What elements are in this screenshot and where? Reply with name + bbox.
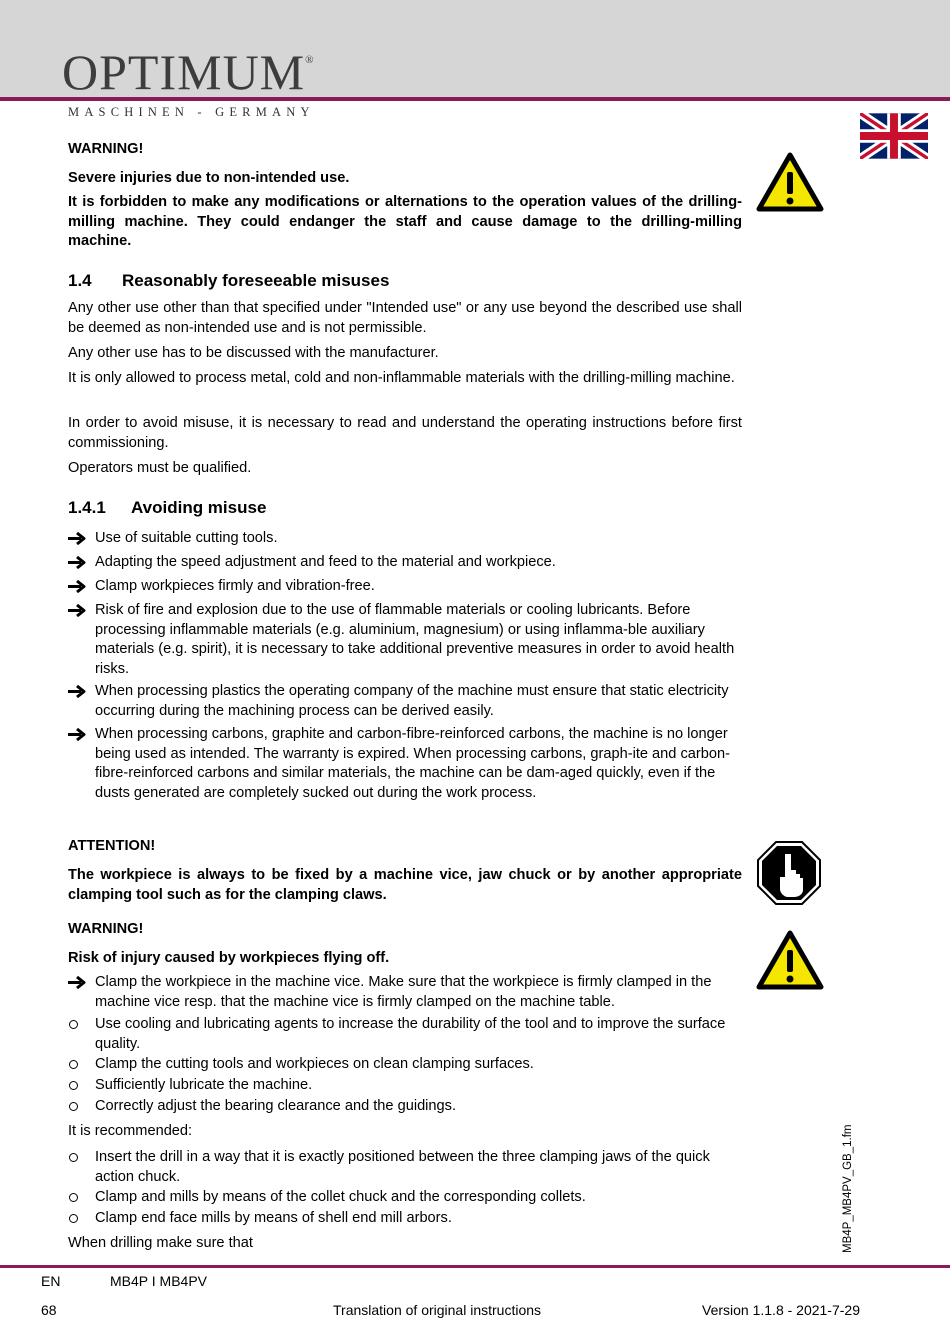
list-item: Adapting the speed adjustment and feed to the material and workpiece. [68,553,742,573]
list-item: Clamp workpieces firmly and vibration-free. [68,577,742,597]
warning-triangle-icon [756,930,824,990]
file-label: MB4P_MB4PV_GB_1.fm [842,1124,854,1253]
arrow-right-icon [68,728,88,741]
arrow-right-icon [68,685,88,698]
warning-text: It is forbidden to make any modifications or alternations to the operation values of the drilling-milling machine. They could endanger the staff and cause damage to the drilling-milling machine. [68,194,742,249]
circle-bullet-icon [69,1214,78,1223]
bullet-item: Sufficiently lubricate the machine. [68,1076,742,1096]
footer-version: Version 1.1.8 - 2021-7-29 [702,1302,860,1318]
paragraph: When drilling make sure that [68,1235,253,1251]
footer-model: MB4P I MB4PV [110,1273,208,1289]
list-item: Clamp the workpiece in the machine vice. Make sure that the workpiece is firmly clamped in the machine vice resp. that the machine vice is firmly clamped on the machine table. [68,973,742,1012]
arrow-right-icon [68,532,88,545]
paragraph: Operators must be qualified. [68,460,252,476]
arrow-right-icon [68,556,88,569]
bullet-item: Clamp the cutting tools and workpieces on clean clamping surfaces. [68,1055,742,1075]
paragraph: It is only allowed to process metal, cold and non-inflammable materials with the drilling-milling machine. [68,370,735,386]
bullet-item: Use cooling and lubricating agents to increase the durability of the tool and to improve the surface quality. [68,1015,742,1054]
bullet-item: Correctly adjust the bearing clearance and the guidings. [68,1097,742,1117]
stop-hand-icon [756,840,822,906]
paragraph: In order to avoid misuse, it is necessary to read and understand the operating instructions before first commissioning. [68,415,742,451]
list-item: When processing plastics the operating company of the machine must ensure that static electricity occurring during the machining process can be derived easily. [68,682,742,721]
list-item: When processing carbons, graphite and carbon-fibre-reinforced carbons, the machine is no longer being used as intended. The warranty is expired. When processing carbons, graph-ite and carbon-fibre-reinforced carbons and similar materials, the machine can be dam-aged quickly, even if the dusts generated are completely sucked out during the work process. [68,725,742,803]
uk-flag-icon [860,113,928,159]
page-number: 68 [41,1302,57,1318]
paragraph: Any other use other than that specified under "Intended use" or any use beyond the described use shall be deemed as non-intended use and is not permissible. [68,300,742,336]
circle-bullet-icon [69,1102,78,1111]
circle-bullet-icon [69,1153,78,1162]
footer-language: EN [41,1273,61,1289]
brand-logo: OPTIMUM® [62,44,315,100]
warning-subtitle: Severe injuries due to non-intended use. [68,170,350,186]
brand-subtitle: MASCHINEN - GERMANY [68,105,315,119]
paragraph: Any other use has to be discussed with the manufacturer. [68,345,439,361]
section-heading-1-4-1: 1.4.1 Avoiding misuse [68,498,267,517]
bullet-item: Insert the drill in a way that it is exactly positioned between the three clamping jaws of the quick action chuck. [68,1148,742,1187]
list-item: Use of suitable cutting tools. [68,529,742,549]
paragraph: It is recommended: [68,1123,193,1139]
arrow-right-icon [68,604,88,617]
circle-bullet-icon [69,1020,78,1029]
arrow-right-icon [68,976,88,989]
circle-bullet-icon [69,1060,78,1069]
warning-title: WARNING! [68,921,144,937]
attention-text: The workpiece is always to be fixed by a machine vice, jaw chuck or by another appropriate clamping tool such as for the clamping claws. [68,867,742,903]
warning-subtitle: Risk of injury caused by workpieces flying off. [68,950,390,966]
footer-center-text: Translation of original instructions [333,1302,542,1318]
section-heading-1-4: 1.4 Reasonably foreseeable misuses [68,271,390,290]
bullet-item: Clamp and mills by means of the collet chuck and the corresponding collets. [68,1188,742,1208]
warning-triangle-icon [756,152,824,212]
list-item: Risk of fire and explosion due to the use of flammable materials or cooling lubricants. Before processing inflammable materials (e.g. aluminium, magnesium) or using inflamma-ble auxiliary materials (e.g. spirit), it is necessary to take additional preventive measures in order to avoid health risks. [68,601,742,679]
circle-bullet-icon [69,1081,78,1090]
attention-title: ATTENTION! [68,838,156,854]
footer-rule [0,1265,950,1268]
arrow-right-icon [68,580,88,593]
bullet-item: Clamp end face mills by means of shell end mill arbors. [68,1209,742,1229]
warning-title: WARNING! [68,141,144,157]
circle-bullet-icon [69,1193,78,1202]
